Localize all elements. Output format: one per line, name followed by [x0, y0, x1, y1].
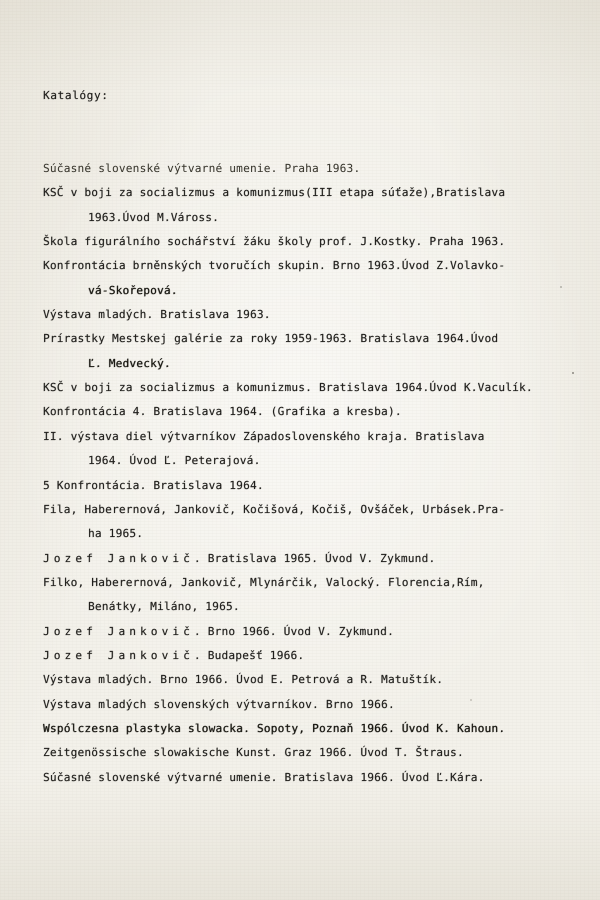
emphasized-author-name: Jozef Jankovič — [43, 624, 194, 638]
catalog-entry: Výstava mladých slovenských výtvarníkov. Brno 1966. — [43, 697, 395, 711]
entry-imprint: . Brno 1966. Úvod V. Zykmund. — [193, 624, 394, 638]
heading-spacer — [43, 108, 588, 157]
catalog-entry: II. výstava diel výtvarníkov Západoslovenského kraja. Bratislava — [43, 429, 485, 443]
catalog-entry: Filko, Haberernová, Jankovič, Mlynárčik, Valocký. Florencia,Rím, — [43, 575, 485, 589]
catalog-entry: KSČ v boji za socializmus a komunizmus(III etapa súťaže),Bratislava — [43, 186, 506, 200]
catalog-entry-continuation: 1963.Úvod M.Váross. — [88, 210, 220, 224]
catalog-entry: Výstava mladých. Bratislava 1963. — [43, 308, 271, 322]
catalog-entry: Fila, Haberernová, Jankovič, Kočišová, Kočiš, Ovšáček, Urbásek.Pra- — [43, 502, 506, 516]
page-heading: Katalógy: — [43, 89, 109, 102]
catalog-entry: Zeitgenössische slowakische Kunst. Graz 1966. Úvod T. Štraus. — [43, 746, 464, 760]
catalog-entry: Konfrontácia 4. Bratislava 1964. (Grafika a kresba). — [43, 405, 402, 419]
catalog-entry: 5 Konfrontácia. Bratislava 1964. — [43, 478, 264, 492]
catalog-entry-continuation: Benátky, Miláno, 1965. — [88, 600, 240, 614]
catalog-entry-continuation: Ľ. Medvecký. — [88, 356, 171, 370]
entry-imprint: . Bratislava 1965. Úvod V. Zykmund. — [193, 551, 436, 565]
catalog-entry: KSČ v boji za socializmus a komunizmus. Bratislava 1964.Úvod K.Vaculík. — [43, 381, 533, 395]
catalog-entry-continuation: vá-Skořepová. — [88, 283, 178, 297]
catalog-entry: Súčasné slovenské výtvarné umenie. Praha 1963. — [43, 162, 361, 176]
catalog-entry-continuation: ha 1965. — [88, 527, 144, 541]
catalog-entry: Wspólczesna plastyka slowacka. Sopoty, Poznaň 1966. Úvod K. Kahoun. — [43, 721, 506, 735]
bibliography-entry-list — [43, 157, 588, 790]
entry-imprint: . Budapešť 1966. — [193, 648, 305, 662]
catalog-entry: Škola figurálního sochářství žáku školy prof. J.Kostky. Praha 1963. — [43, 235, 506, 249]
catalog-entry-continuation: 1964. Úvod Ľ. Peterajová. — [88, 454, 261, 468]
catalog-entry: Konfrontácia brněnských tvoručích skupin. Brno 1963.Úvod Z.Volavko- — [43, 259, 506, 273]
emphasized-author-name: Jozef Jankovič — [43, 551, 194, 565]
catalog-entry: Prírastky Mestskej galérie za roky 1959-1963. Bratislava 1964.Úvod — [43, 332, 499, 346]
catalog-entry — [43, 644, 588, 668]
typescript-body — [43, 84, 588, 790]
catalog-entry — [43, 547, 588, 571]
catalog-entry: Výstava mladých. Brno 1966. Úvod E. Petrová a R. Matuštík. — [43, 673, 444, 687]
emphasized-author-name: Jozef Jankovič — [43, 648, 194, 662]
catalog-entry: Súčasné slovenské výtvarné umenie. Bratislava 1966. Úvod Ľ.Kára. — [43, 770, 485, 784]
catalog-entry — [43, 620, 588, 644]
